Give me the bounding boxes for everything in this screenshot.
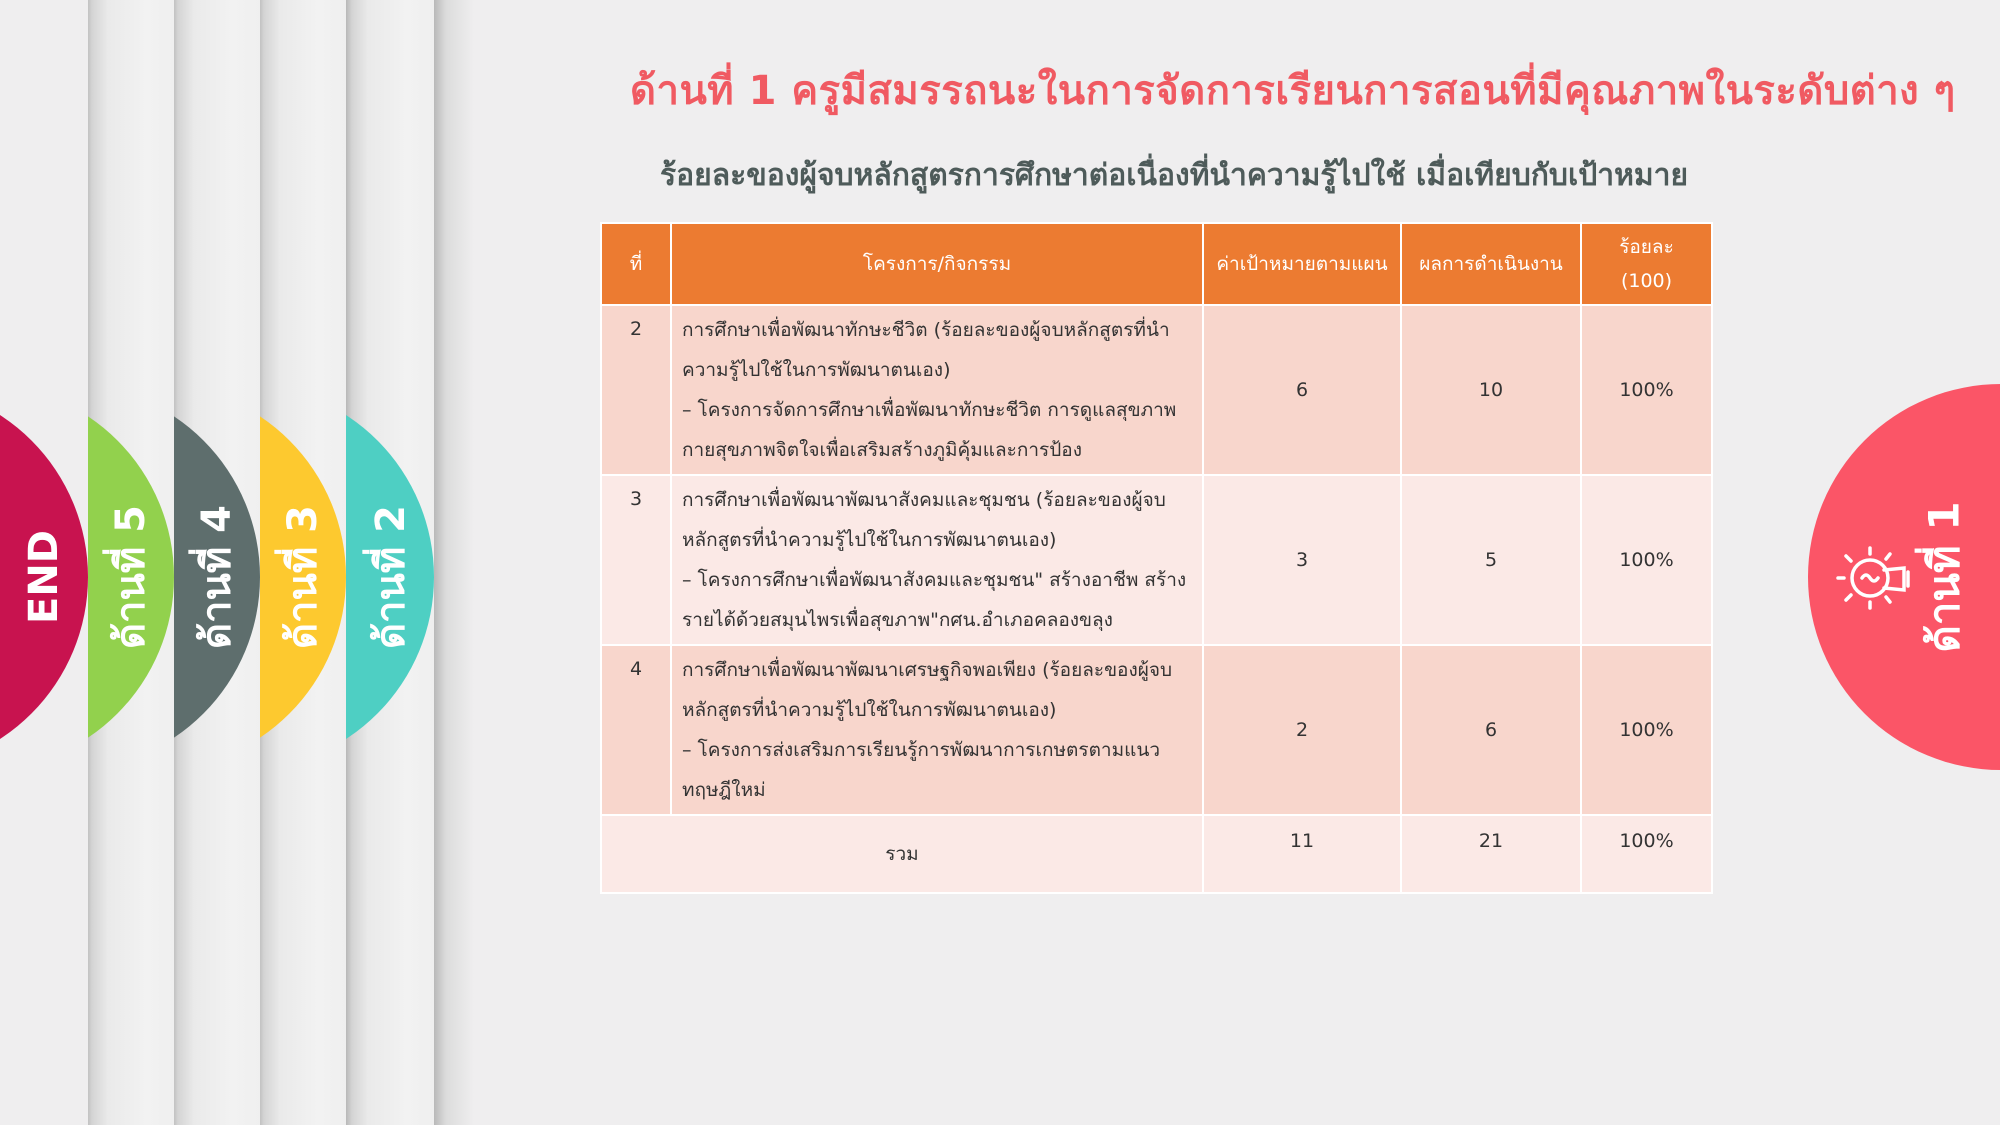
- row-activity: [671, 645, 1203, 815]
- table-row: [601, 305, 1712, 475]
- activity-line: – โครงการศึกษาเพื่อพัฒนาสังคมและชุมชน" สร้างอาชีพ สร้าง: [682, 569, 1187, 591]
- tab-label-end: END: [21, 529, 68, 625]
- activity-line: – โครงการส่งเสริมการเรียนรู้การพัฒนาการเกษตรตามแนว: [682, 739, 1161, 761]
- page-title: ด้านที่ 1 ครูมีสมรรถนะในการจัดการเรียนการสอนที่มีคุณภาพในระดับต่าง ๆ: [630, 68, 1956, 114]
- total-target: 11: [1203, 815, 1401, 893]
- activity-line: การศึกษาเพื่อพัฒนาพัฒนาเศรษฐกิจพอเพียง (ร้อยละของผู้จบ: [682, 659, 1173, 681]
- row-result: 5: [1401, 475, 1581, 645]
- row-target: 2: [1203, 645, 1401, 815]
- tab-side-4[interactable]: [172, 384, 260, 770]
- header-percent-line2: (100): [1620, 270, 1673, 292]
- table-row: [601, 645, 1712, 815]
- row-result: 10: [1401, 305, 1581, 475]
- tab-label-5: ด้านที่ 5: [108, 505, 154, 649]
- header-result: ผลการดำเนินงาน: [1401, 223, 1581, 305]
- row-no: 3: [601, 475, 671, 645]
- row-percent: 100%: [1581, 305, 1712, 475]
- total-label: รวม: [601, 815, 1203, 893]
- lightbulb-icon: [1826, 538, 1922, 634]
- tab-side-end[interactable]: [0, 384, 88, 770]
- tab-label-2: ด้านที่ 2: [368, 505, 414, 649]
- table-header-row: [601, 223, 1712, 305]
- activity-line: การศึกษาเพื่อพัฒนาพัฒนาสังคมและชุมชน (ร้อยละของผู้จบ: [682, 489, 1166, 511]
- tab-label-1: ด้านที่ 1: [1920, 501, 1970, 653]
- tab-side-5[interactable]: [86, 384, 174, 770]
- header-percent: [1581, 223, 1712, 305]
- row-no: 4: [601, 645, 671, 815]
- tab-label-3: ด้านที่ 3: [280, 505, 326, 649]
- activity-line: ทฤษฎีใหม่: [682, 779, 766, 801]
- activity-line: ความรู้ไปใช้ในการพัฒนาตนเอง): [682, 359, 951, 381]
- total-result: 21: [1401, 815, 1581, 893]
- activity-line: รายได้ด้วยสมุนไพรเพื่อสุขภาพ"กศน.อำเภอคลองขลุง: [682, 609, 1113, 631]
- page-subtitle: ร้อยละของผู้จบหลักสูตรการศึกษาต่อเนื่องที่นำความรู้ไปใช้ เมื่อเทียบกับเป้าหมาย: [660, 158, 1689, 193]
- row-no: 2: [601, 305, 671, 475]
- activity-line: หลักสูตรที่นำความรู้ไปใช้ในการพัฒนาตนเอง): [682, 529, 1057, 551]
- row-percent: 100%: [1581, 645, 1712, 815]
- activity-line: – โครงการจัดการศึกษาเพื่อพัฒนาทักษะชีวิต การดูแลสุขภาพ: [682, 399, 1177, 421]
- tab-side-3[interactable]: [258, 384, 346, 770]
- tab-label-4: ด้านที่ 4: [194, 505, 240, 649]
- row-percent: 100%: [1581, 475, 1712, 645]
- header-activity: โครงการ/กิจกรรม: [671, 223, 1203, 305]
- activity-line: การศึกษาเพื่อพัฒนาทักษะชีวิต (ร้อยละของผู้จบหลักสูตรที่นำ: [682, 319, 1170, 341]
- table-row: [601, 475, 1712, 645]
- row-activity: [671, 475, 1203, 645]
- row-target: 6: [1203, 305, 1401, 475]
- tab-side-2[interactable]: [346, 384, 434, 770]
- kpi-table: [600, 222, 1713, 894]
- row-target: 3: [1203, 475, 1401, 645]
- table-total-row: [601, 815, 1712, 893]
- header-target: ค่าเป้าหมายตามแผน: [1203, 223, 1401, 305]
- activity-line: หลักสูตรที่นำความรู้ไปใช้ในการพัฒนาตนเอง): [682, 699, 1057, 721]
- row-result: 6: [1401, 645, 1581, 815]
- row-activity: [671, 305, 1203, 475]
- activity-line: กายสุขภาพจิตใจเพื่อเสริมสร้างภูมิคุ้มและการป้อง: [682, 439, 1082, 461]
- header-percent-line1: ร้อยละ: [1619, 236, 1674, 258]
- total-percent: 100%: [1581, 815, 1712, 893]
- header-no: ที่: [601, 223, 671, 305]
- tab-shadow: [434, 0, 474, 1125]
